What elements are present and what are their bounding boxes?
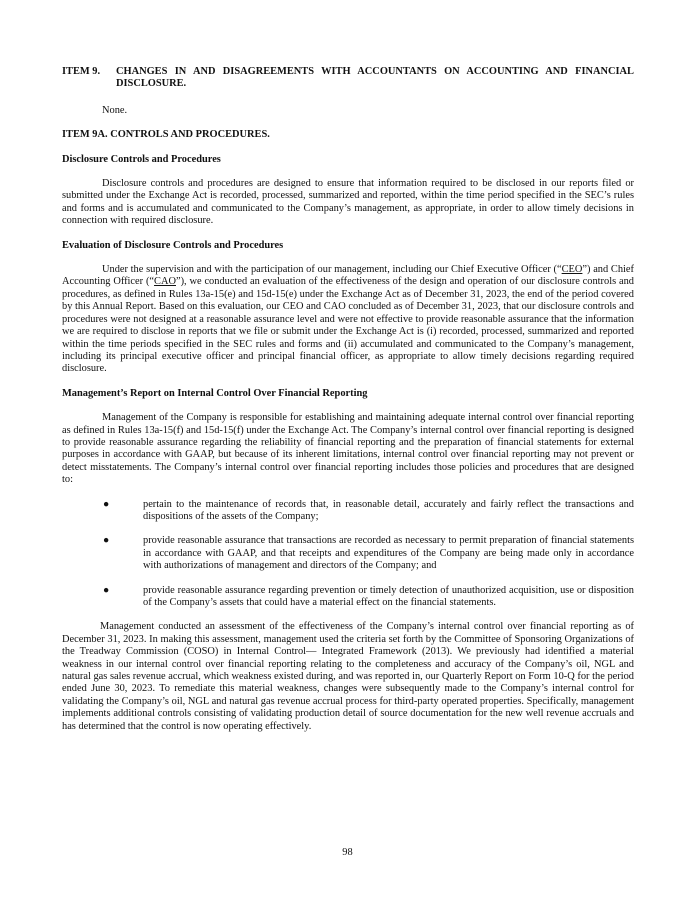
list-item — [103, 535, 634, 572]
document-page — [62, 66, 634, 733]
evaluation-heading: Evaluation of Disclosure Controls and Procedures — [62, 239, 284, 251]
list-item-text: provide reasonable assurance regarding prevention or timely detection of unauthorized acquisition, use or disposition of the Company’s assets that could have a material effect on the financial statements. — [143, 584, 634, 608]
list-item-text: pertain to the maintenance of records that, in reasonable detail, accurately and fairly reflect the transactions and dispositions of the assets of the Company; — [143, 498, 634, 522]
item-9-title: CHANGES IN AND DISAGREEMENTS WITH ACCOUNTANTS ON ACCOUNTING AND FINANCIAL DISCLOSURE. — [116, 66, 634, 90]
item-9-heading — [62, 66, 634, 91]
cao-defined-term: CAO — [154, 276, 176, 288]
list-item — [103, 585, 634, 610]
disclosure-controls-heading: Disclosure Controls and Procedures — [62, 153, 221, 165]
evaluation-text-1: Under the supervision and with the participation of our management, including our Chief Executive Officer (“ — [102, 264, 562, 276]
evaluation-text-3: ”), we conducted an evaluation of the effectiveness of the design and operation of our disclosure controls and procedures, as defined in Rules 13a-15(e) and 15d-15(e) under the Exchange Act as of December 31, 2023, the end of the period covered by this Annual Report. Based on this evaluation, our CEO and CAO concluded as of December 31, 2023, that our disclosure controls and procedures were not designed at a reasonable assurance level and were not effective to provide reasonable assurance that the information we are required to disclose in reports that we file or submit under the Exchange Act is (i) recorded, processed, summarized and reported within the time periods specified in the SEC rules and forms and (ii) accumulated and communicated to the Company’s management, including its principal executive officer and principal financial officer, as appropriate to allow timely decisions regarding required disclosure. — [62, 276, 634, 375]
management-report-paragraph: Management of the Company is responsible for establishing and maintaining adequate internal control over financial reporting as defined in Rules 13a-15(f) and 15d-15(f) under the Exchange Act. The Company’s internal control over financial reporting is designed to provide reasonable assurance regarding the reliability of financial reporting and the preparation of financial statements for external purposes in accordance with GAAP, but because of its inherent limitations, internal control over financial reporting may not prevent or detect misstatements. The Company’s internal control over financial reporting includes those policies and procedures that are designed to: — [62, 412, 634, 486]
evaluation-text-2: ”) and Chief Accounting Officer (“ — [62, 264, 634, 288]
evaluation-paragraph — [62, 264, 634, 376]
assessment-paragraph: Management conducted an assessment of the effectiveness of the Company’s internal control over financial reporting as of December 31, 2023. In making this assessment, management used the criteria set forth by the Committee of Sponsoring Organizations of the Treadway Commission (COSO) in Internal Control— Integrated Framework (2013). We previously had identified a material weakness in our internal control over financial reporting relating to the completeness and accuracy of the Company’s oil, NGL and natural gas sales revenue accrual, which weakness existed during, and was reported in, our Quarterly Report on Form 10-Q for the period ended June 30, 2023. To remediate this material weakness, changes were subsequently made to the Company’s internal control for validating the Company’s oil, NGL and natural gas revenue accrual process for third-party operated properties. Specifically, management implements additional controls consisting of validating production detail of source documentation for the new well revenue accruals and has determined that the control is now operating effectively. — [62, 621, 634, 732]
disclosure-controls-paragraph: Disclosure controls and procedures are designed to ensure that information required to be disclosed in our reports filed or submitted under the Exchange Act is recorded, processed, summarized and reported, within the time period specified in the SEC’s rules and forms and is accumulated and communicated to the Company’s management, as appropriate, in order to allow timely decisions in connection with required disclosure. — [62, 178, 634, 227]
management-report-heading: Management’s Report on Internal Control Over Financial Reporting — [62, 387, 368, 399]
bullet-icon: ● — [103, 535, 110, 547]
item-9-number: ITEM 9. — [62, 66, 101, 77]
item-9-body: None. — [102, 104, 128, 116]
list-item — [103, 499, 634, 524]
bullet-icon: ● — [103, 584, 110, 596]
item-9a-heading: ITEM 9A. CONTROLS AND PROCEDURES. — [62, 129, 270, 141]
bullet-icon: ● — [103, 498, 110, 510]
list-item-text: provide reasonable assurance that transactions are recorded as necessary to permit preparation of financial statements in accordance with GAAP, and that receipts and expenditures of the Company are being made only in accordance with authorizations of management and directors of the Company; and — [143, 535, 634, 572]
page-number: 98 — [342, 847, 353, 858]
ceo-defined-term: CEO — [561, 264, 583, 276]
